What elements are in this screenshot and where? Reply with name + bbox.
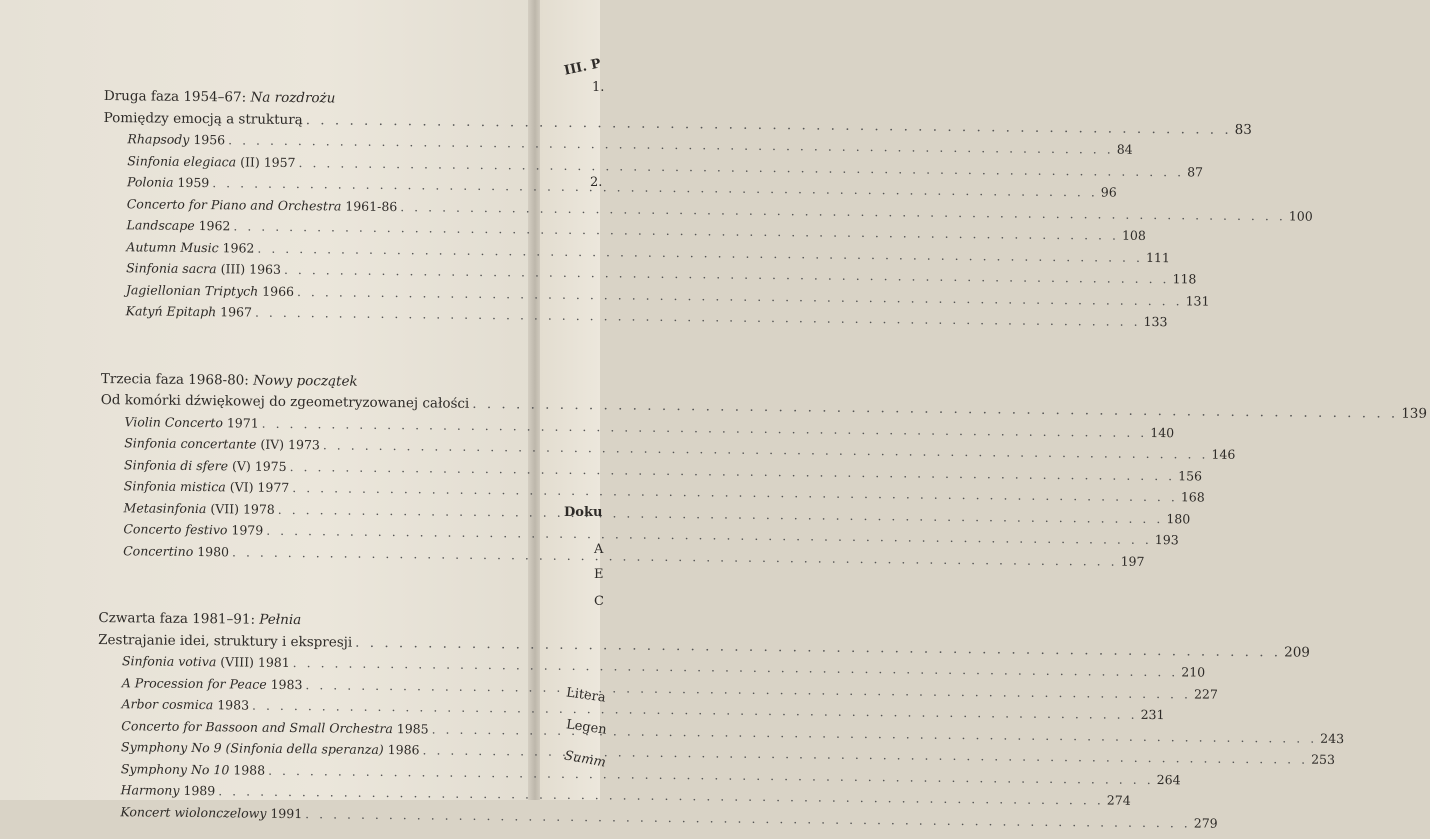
work-year: 1956	[189, 131, 226, 148]
work-title: Concertino	[123, 542, 194, 559]
page-number: 133	[1143, 313, 1168, 330]
work-title: Concerto for Bassoon and Small Orchestra	[121, 717, 393, 736]
page-number: 180	[1166, 510, 1191, 526]
dot-leader	[228, 132, 1114, 156]
chapter-title: Od komórki dźwiękowej do zgeometryzowanej całości	[100, 391, 470, 412]
work-title: Concerto for Piano and Orchestra	[126, 195, 342, 213]
work-title: Landscape	[126, 217, 195, 233]
dot-leader	[252, 698, 1138, 722]
work-year: 1991	[266, 805, 303, 821]
page-number: 111	[1145, 249, 1170, 265]
right-literatura: Litera	[565, 685, 607, 706]
right-part-heading: III. P	[562, 56, 603, 79]
work-title: Sinfonia di sfere	[123, 456, 229, 473]
dot-leader	[257, 240, 1143, 264]
entry-title	[126, 217, 230, 233]
dot-leader	[297, 284, 1183, 308]
entry-title	[126, 303, 253, 319]
section-gap	[99, 564, 509, 614]
dot-leader	[266, 523, 1152, 547]
dot-leader	[323, 437, 1209, 461]
chapter-title: Pomiędzy emocją a strukturą	[103, 109, 303, 128]
phase-label: Druga faza 1954–67:	[103, 88, 247, 106]
dot-leader	[268, 762, 1154, 786]
work-title: Sinfonia votiva	[121, 653, 217, 670]
work-title: Sinfonia sacra	[126, 260, 217, 277]
page-number: 140	[1150, 424, 1175, 440]
work-year: (V) 1975	[228, 457, 287, 474]
work-title: Jagiellonian Triptych	[125, 281, 259, 299]
phase-label: Trzecia faza 1968-80:	[100, 370, 249, 389]
work-year: 1980	[193, 543, 230, 559]
entry-title	[123, 543, 229, 559]
work-year: 1961-86	[341, 197, 398, 214]
phase-subtitle: Na rozdrożu	[250, 89, 336, 107]
page-number: 279	[1193, 814, 1218, 831]
page-number: 231	[1140, 706, 1165, 723]
entry-title	[124, 500, 275, 517]
work-year: (IV) 1973	[256, 436, 320, 453]
work-year: 1988	[229, 761, 266, 778]
entry-title	[127, 174, 209, 190]
dot-leader	[305, 677, 1191, 701]
work-title: Metasinfonia	[123, 499, 207, 516]
work-year: 1967	[216, 304, 253, 320]
work-year: 1989	[179, 782, 216, 799]
phase-label: Czwarta faza 1981–91:	[98, 609, 256, 628]
dot-leader	[278, 501, 1164, 525]
dot-leader	[292, 480, 1178, 504]
page-number: 87	[1187, 163, 1204, 180]
work-title: Concerto festivo	[123, 521, 228, 538]
dot-leader	[298, 155, 1184, 179]
section-gap	[101, 324, 511, 374]
page-number: 139	[1401, 405, 1428, 422]
page-number: 274	[1106, 792, 1131, 808]
phase-subtitle: Pełnia	[259, 611, 302, 629]
entry-title	[122, 675, 303, 692]
entry-title	[127, 131, 225, 147]
dot-leader	[355, 634, 1281, 660]
page-number: 243	[1320, 730, 1345, 746]
work-title: Autumn Music	[126, 238, 219, 255]
right-num-1: 1.	[592, 80, 605, 95]
work-year: 1986	[383, 741, 420, 758]
work-title: Polonia	[126, 174, 174, 190]
page-number: 83	[1234, 121, 1252, 138]
work-year: (VI) 1977	[225, 479, 290, 495]
page-number: 264	[1156, 771, 1181, 787]
chapter-title: Zestrajanie idei, struktury i ekspresji	[98, 631, 353, 651]
work-year: 1983	[266, 676, 303, 692]
right-summary: Summ	[563, 748, 607, 771]
entry-title	[120, 804, 302, 821]
work-title: Sinfonia mistica	[123, 478, 226, 495]
work-year: 1979	[227, 522, 264, 538]
work-year: 1962	[218, 239, 255, 256]
work-year: (III) 1963	[216, 261, 282, 277]
work-year: (VIII) 1981	[216, 654, 290, 670]
page-number: 193	[1154, 532, 1179, 548]
dot-leader	[472, 396, 1398, 422]
dot-leader	[232, 544, 1118, 568]
dot-leader	[306, 112, 1232, 138]
entry-title	[124, 414, 258, 430]
right-b: E	[594, 567, 604, 582]
work-year: (VII) 1978	[206, 500, 275, 517]
entry-title	[121, 718, 428, 736]
page-number: 253	[1311, 751, 1336, 767]
entry-title	[123, 521, 263, 537]
page-number: 108	[1121, 227, 1146, 243]
right-legenda: Legen	[565, 717, 608, 738]
right-doku: Doku	[564, 505, 603, 520]
work-year: 1962	[194, 217, 231, 234]
entry-title	[127, 196, 398, 214]
page-number: 84	[1116, 141, 1133, 157]
entry-title	[124, 457, 287, 474]
work-title: Harmony	[120, 782, 180, 798]
dot-leader	[293, 655, 1179, 679]
page-number: 100	[1288, 207, 1313, 224]
entry-title	[121, 761, 265, 778]
right-a: A	[594, 542, 604, 557]
work-title: Violin Concerto	[124, 413, 224, 430]
entry-title	[121, 739, 420, 757]
entry-title	[126, 260, 281, 277]
dot-leader	[262, 415, 1148, 439]
phase-subtitle: Nowy początek	[253, 372, 358, 390]
work-title: Rhapsody	[127, 131, 190, 147]
dot-leader	[218, 783, 1104, 807]
entry-title	[126, 282, 294, 299]
work-year: 1985	[392, 720, 429, 736]
work-title: Katyń Epitaph	[125, 303, 217, 320]
page-number: 96	[1100, 184, 1117, 200]
right-num-2: 2.	[590, 175, 603, 190]
entry-title	[127, 153, 295, 170]
work-title: Sinfonia concertante	[124, 435, 257, 452]
entry-title	[121, 782, 216, 798]
work-year: 1983	[213, 697, 250, 713]
dot-leader	[212, 175, 1098, 199]
page-number: 197	[1120, 553, 1145, 569]
page-number: 131	[1185, 292, 1210, 309]
entry-title	[126, 239, 254, 255]
dot-leader	[255, 305, 1141, 329]
work-year: 1959	[173, 174, 210, 191]
page-number: 227	[1193, 685, 1218, 702]
work-title: Arbor cosmica	[121, 696, 214, 713]
work-title: Symphony No 9 (Sinfonia della speranza)	[121, 739, 384, 757]
work-title: Sinfonia elegiaca	[127, 152, 237, 169]
entry-title	[124, 478, 290, 495]
page-number: 146	[1211, 446, 1236, 462]
page-number: 210	[1181, 664, 1206, 680]
dot-leader	[290, 458, 1176, 482]
page-number: 118	[1172, 271, 1197, 287]
work-year: 1966	[258, 283, 295, 299]
toc-entry[interactable]	[96, 803, 1218, 831]
page-number: 209	[1284, 643, 1311, 661]
page-number: 156	[1178, 467, 1203, 484]
entry-title	[122, 653, 290, 670]
entry-title	[124, 435, 320, 452]
dot-leader	[233, 218, 1119, 242]
dot-leader	[284, 262, 1170, 286]
work-year: (II) 1957	[236, 153, 296, 170]
work-title: A Procession for Peace	[121, 674, 267, 692]
work-year: 1971	[222, 414, 259, 431]
right-c: C	[594, 594, 604, 609]
work-title: Symphony No 10	[120, 760, 230, 777]
page-number: 168	[1180, 489, 1205, 505]
work-title: Koncert wiolonczelowy	[120, 803, 267, 821]
entry-title	[121, 696, 249, 712]
dot-leader	[305, 806, 1191, 830]
